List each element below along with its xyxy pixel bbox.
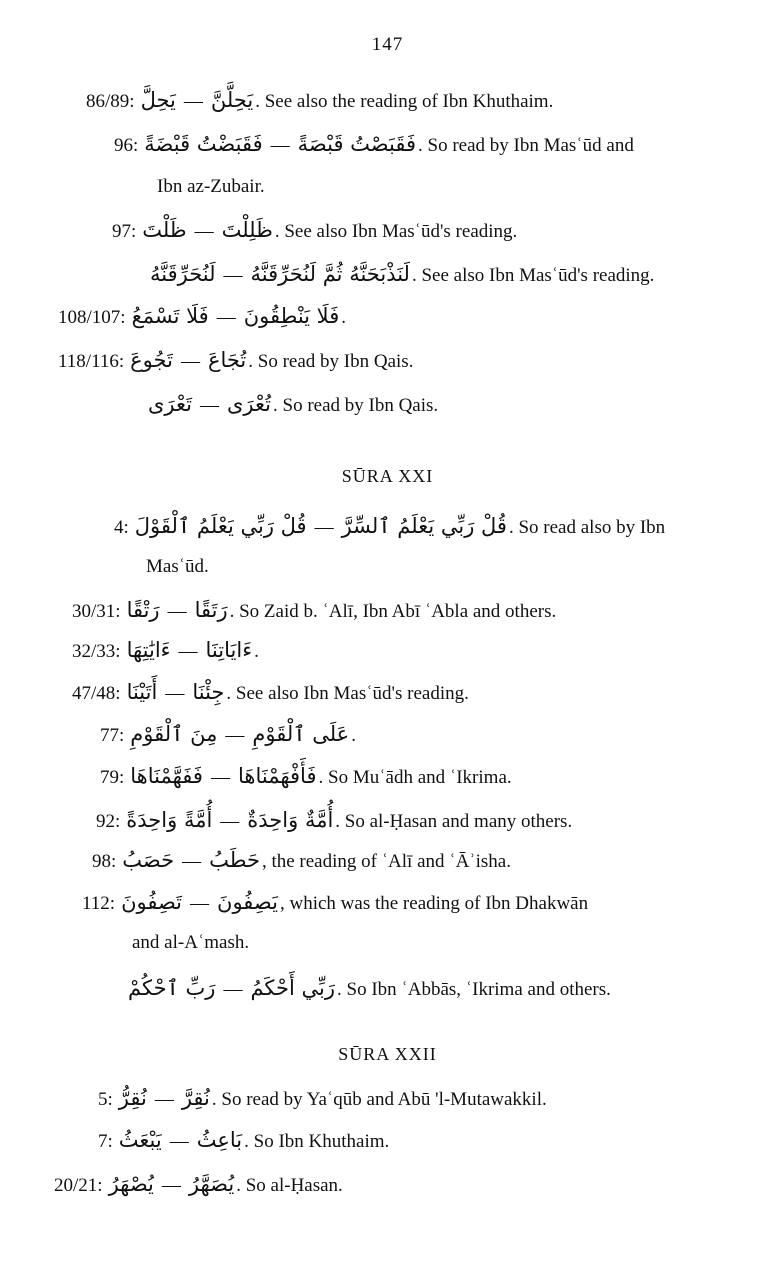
variant-entry <box>98 1128 389 1153</box>
arabic-variant: نُقِرَّ <box>181 1086 210 1110</box>
dash-separator: — <box>183 91 203 112</box>
variant-entry <box>58 348 413 373</box>
arabic-variant: عَلَى ٱلْقَوْمِ <box>252 722 350 746</box>
dash-separator: — <box>210 767 230 788</box>
arabic-original: تَعْرَى <box>148 392 192 416</box>
variant-entry <box>114 132 634 157</box>
variant-note: . So al-Ḥasan. <box>236 1175 343 1196</box>
dash-separator: — <box>194 221 214 242</box>
arabic-variant: ظَلِلْتَ <box>221 218 273 242</box>
arabic-variant: يُصَهَّرُ <box>188 1172 235 1196</box>
variant-note: . See also Ibn Masʿūd's reading. <box>226 683 469 704</box>
dash-separator: — <box>180 351 200 372</box>
arabic-original: مِنَ ٱلْقَوْمِ <box>130 722 218 746</box>
variant-entry <box>128 976 611 1001</box>
variant-note: . <box>254 641 259 662</box>
variant-note: . So Ibn Khuthaim. <box>244 1131 390 1152</box>
arabic-variant: قُلْ رَبِّي يَعْلَمُ ٱلسِّرَّ <box>341 514 507 538</box>
variant-note: . See also Ibn Masʿūd's reading. <box>274 221 518 242</box>
variant-note: . See also Ibn Masʿūd's reading. <box>411 265 655 286</box>
verse-reference: 92: <box>96 811 121 832</box>
arabic-original: يُصْهَرُ <box>108 1172 154 1196</box>
arabic-original: فَلَا تَسْمَعُ <box>131 304 209 328</box>
verse-reference: 47/48: <box>72 683 121 704</box>
verse-reference: 97: <box>112 221 137 242</box>
arabic-original: تَجُوعَ <box>130 348 173 372</box>
page-number: 147 <box>371 34 404 55</box>
arabic-variant: رَتَقًا <box>194 598 228 622</box>
variant-entry <box>96 808 572 833</box>
arabic-variant: بَاعِثُ <box>196 1128 243 1152</box>
arabic-original: فَقَبَضْتُ قَبْضَةً <box>144 132 263 156</box>
verse-reference: 32/33: <box>72 641 121 662</box>
verse-reference: 79: <box>100 767 125 788</box>
arabic-variant: يَصِفُونَ <box>217 890 278 914</box>
verse-reference: 77: <box>100 725 125 746</box>
variant-entry <box>54 1172 343 1197</box>
variant-entry <box>82 890 588 915</box>
sura-heading: SŪRA XXII <box>338 1044 437 1064</box>
arabic-variant: جِئْنَا <box>192 680 225 704</box>
dash-separator: — <box>216 307 236 328</box>
variant-note: . <box>341 307 346 328</box>
arabic-original: قُلْ رَبِّي يَعْلَمُ ٱلْقَوْلَ <box>134 514 307 538</box>
dash-separator: — <box>225 725 245 746</box>
arabic-variant: تُجَاعَ <box>207 348 247 372</box>
variant-note: , which was the reading of Ibn Dhakwān <box>279 893 589 914</box>
arabic-variant: رَبِّي أَحْكَمُ <box>250 976 336 1000</box>
variant-entry <box>72 680 469 705</box>
variant-entry <box>92 848 511 873</box>
dash-separator: — <box>200 395 219 416</box>
verse-reference: 108/107: <box>58 307 126 328</box>
verse-reference: 98: <box>92 851 117 872</box>
arabic-variant: ءَايَاتِنَا <box>205 638 253 662</box>
variant-entry <box>58 304 346 329</box>
variant-note: . So Ibn ʿAbbās, ʿIkrima and others. <box>337 979 611 1000</box>
variant-note: . <box>351 725 356 746</box>
variant-entry <box>72 598 556 623</box>
dash-separator: — <box>314 517 334 538</box>
arabic-original: تَصِفُونَ <box>121 890 183 914</box>
dash-separator: — <box>165 683 185 704</box>
variant-entry <box>72 638 259 663</box>
verse-reference: 96: <box>114 135 139 156</box>
arabic-original: رَبِّ ٱحْكُمْ <box>128 976 216 1000</box>
variant-note: , the reading of ʿAlī and ʿĀʾisha. <box>261 851 511 872</box>
arabic-variant: فَقَبَصْتُ قَبْصَةً <box>297 132 416 156</box>
arabic-original: يَحِلَّ <box>140 88 176 112</box>
dash-separator: — <box>178 641 198 662</box>
arabic-original: رَتْقًا <box>126 598 160 622</box>
variant-note-continuation: Ibn az-Zubair. <box>157 176 265 197</box>
verse-reference: 5: <box>98 1089 113 1110</box>
dash-separator: — <box>169 1131 189 1152</box>
variant-entry <box>148 392 438 417</box>
variant-entry <box>100 722 356 747</box>
arabic-variant: لَنَذْبَحَنَّهُ ثُمَّ لَنُحَرِّقَنَّهُ <box>250 262 410 286</box>
dash-separator: — <box>161 1175 181 1196</box>
arabic-variant: فَلَا يَنْطِقُونَ <box>243 304 340 328</box>
dash-separator: — <box>190 893 210 914</box>
verse-reference: 112: <box>82 893 116 914</box>
dash-separator: — <box>223 979 243 1000</box>
arabic-variant: تُعْرَى <box>227 392 271 416</box>
variant-note: . So read by Ibn Qais. <box>248 351 414 372</box>
dash-separator: — <box>223 265 243 286</box>
dash-separator: — <box>154 1089 174 1110</box>
variant-entry <box>150 262 654 287</box>
arabic-original: ظَلْتَ <box>142 218 187 242</box>
dash-separator: — <box>182 851 202 872</box>
sura-heading: SŪRA XXI <box>341 466 434 486</box>
verse-reference: 30/31: <box>72 601 121 622</box>
arabic-original: أَتَيْنَا <box>126 680 158 704</box>
verse-reference: 118/116: <box>58 351 125 372</box>
verse-reference: 86/89: <box>86 91 135 112</box>
variant-note: . So read also by Ibn <box>508 517 666 538</box>
arabic-variant: فَأَفْهَمْنَاهَا <box>237 764 317 788</box>
variant-entry <box>112 218 517 243</box>
arabic-original: فَفَهَّمْنَاهَا <box>130 764 203 788</box>
variant-entry <box>98 1086 547 1111</box>
arabic-original: حَصَبُ <box>122 848 175 872</box>
variant-note: . So Zaid b. ʿAlī, Ibn Abī ʿAbla and others. <box>229 601 557 622</box>
arabic-variant: حَطَبُ <box>209 848 260 872</box>
variant-note-continuation: and al-Aʿmash. <box>132 932 250 953</box>
arabic-variant: يَحِلَّنَّ <box>210 88 254 112</box>
arabic-original: أُمَّةً وَاحِدَةً <box>126 808 213 832</box>
variant-note: . So al-Ḥasan and many others. <box>335 811 573 832</box>
arabic-original: يَبْعَثُ <box>118 1128 162 1152</box>
variant-note-continuation: Masʿūd. <box>146 556 209 577</box>
dash-separator: — <box>167 601 187 622</box>
variant-note: . So read by Yaʿqūb and Abū 'l-Mutawakkil. <box>211 1089 547 1110</box>
variant-note: . So read by Ibn Qais. <box>273 395 439 416</box>
arabic-original: لَنُحَرِّقَنَّهُ <box>150 262 216 286</box>
dash-separator: — <box>220 811 240 832</box>
arabic-original: ءَايَٰتِهَا <box>126 638 171 662</box>
arabic-original: نُقِرُّ <box>118 1086 147 1110</box>
arabic-variant: أُمَّةٌ وَاحِدَةٌ <box>247 808 334 832</box>
variant-entry <box>86 88 553 113</box>
variant-note: . So Muʿādh and ʿIkrima. <box>318 767 512 788</box>
dash-separator: — <box>270 135 290 156</box>
variant-entry <box>114 514 665 539</box>
variant-entry <box>100 764 512 789</box>
verse-reference: 4: <box>114 517 129 538</box>
variant-note: . See also the reading of Ibn Khuthaim. <box>255 91 554 112</box>
verse-reference: 20/21: <box>54 1175 103 1196</box>
variant-note: . So read by Ibn Masʿūd and <box>418 135 634 156</box>
verse-reference: 7: <box>98 1131 113 1152</box>
